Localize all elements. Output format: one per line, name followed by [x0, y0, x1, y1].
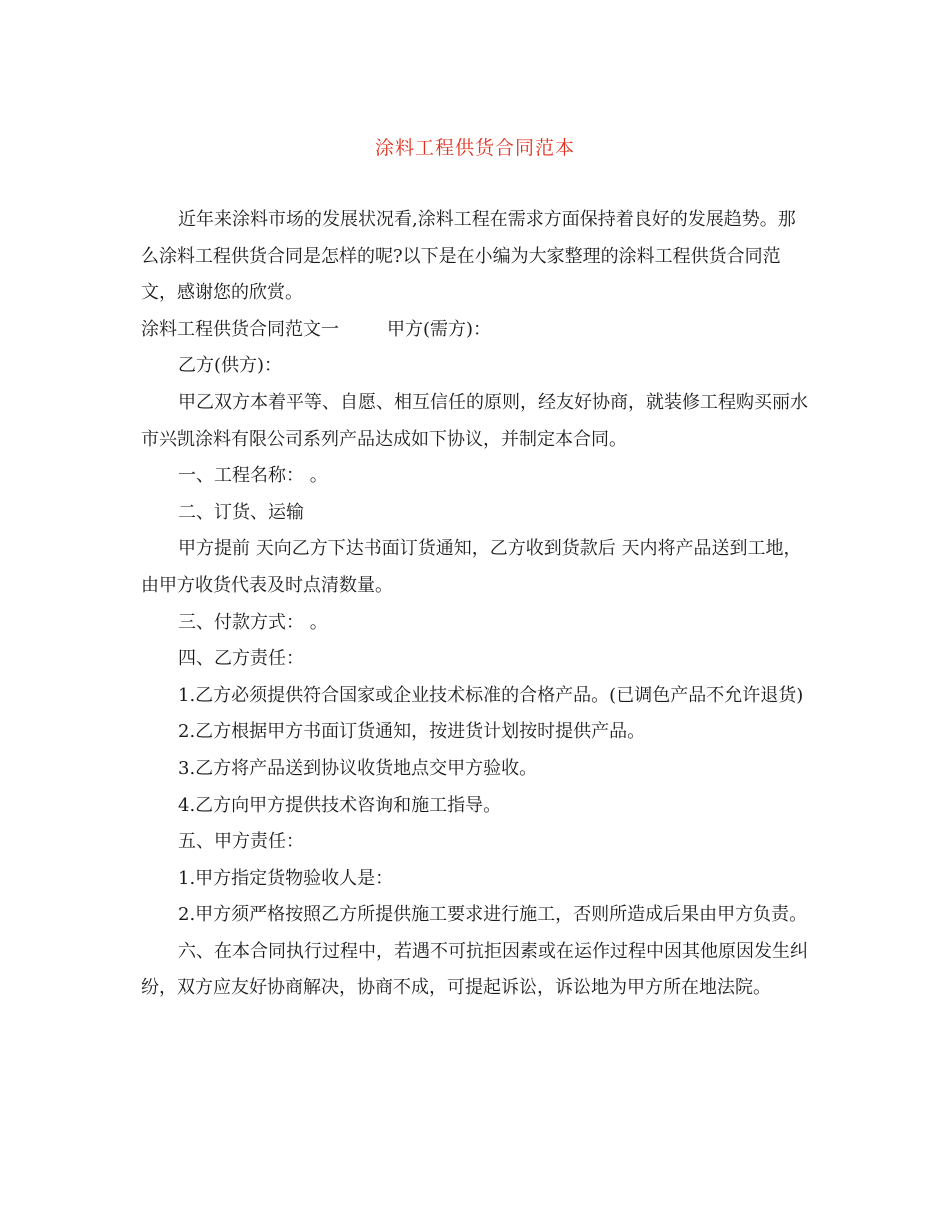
contract-heading-line	[141, 312, 811, 349]
section-4-item-4: 4.乙方向甲方提供技术咨询和施工指导。	[178, 794, 502, 816]
section-1-project-name: 一、工程名称： 。	[178, 465, 328, 487]
section-4-item-1: 1.乙方必须提供符合国家或企业技术标准的合格产品。(已调色产品不允许退货)	[178, 684, 804, 706]
section-5-item-2: 2.甲方须严格按照乙方所提供施工要求进行施工，否则所造成后果由甲方负责。	[178, 904, 808, 926]
intro-paragraph: 近年来涂料市场的发展状况看,涂料工程在需求方面保持着良好的发展趋势。那么涂料工程供货合同是怎样的呢?以下是在小编为大家整理的涂料工程供货合同范文，感谢您的欣赏。	[141, 209, 796, 304]
section-2-heading: 二、订货、运输	[178, 501, 304, 523]
section-2-text: 甲方提前 天向乙方下达书面订货通知，乙方收到货款后 天内将产品送到工地，由甲方收货代表及时点清数量。	[141, 538, 802, 596]
section-5-item-1: 1.甲方指定货物验收人是：	[178, 867, 394, 889]
section-5-heading: 五、甲方责任：	[178, 831, 304, 853]
party-b-label: 乙方(供方)：	[178, 355, 283, 377]
preamble-paragraph: 甲乙双方本着平等、自愿、相互信任的原则，经友好协商，就装修工程购买丽水市兴凯涂料有限公司系列产品达成如下协议，并制定本合同。	[141, 391, 808, 450]
contract-heading: 涂料工程供货合同范文一	[141, 318, 339, 340]
document-body	[141, 202, 811, 1007]
document-title: 涂料工程供货合同范本	[374, 137, 575, 159]
section-4-item-3: 3.乙方将产品送到协议收货地点交甲方验收。	[178, 757, 538, 779]
section-4-heading: 四、乙方责任：	[178, 648, 304, 670]
section-3-payment: 三、付款方式： 。	[178, 611, 328, 633]
section-4-item-2: 2.乙方根据甲方书面订货通知，按进货计划按时提供产品。	[178, 721, 646, 743]
section-6-disputes: 六、在本合同执行过程中，若遇不可抗拒因素或在运作过程中因其他原因发生纠纷，双方应友好协商解决，协商不成，可提起诉讼，诉讼地为甲方所在地法院。	[141, 940, 808, 999]
party-a-label: 甲方(需方)：	[387, 318, 492, 340]
